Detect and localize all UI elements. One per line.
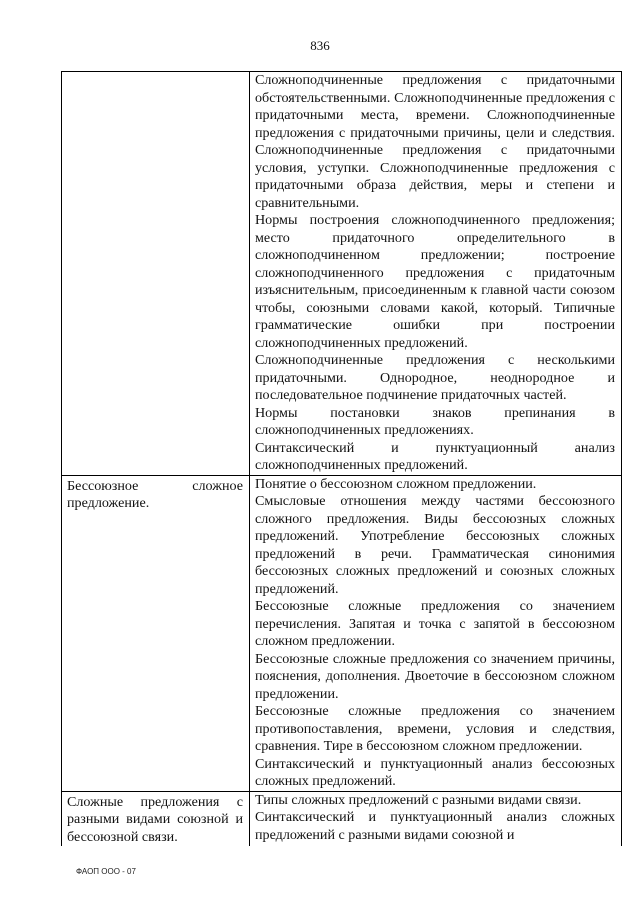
content-paragraph: Бессоюзные сложные предложения со значением противопоставления, времени, условия и следствия, сравнения. Тире в бессоюзном сложном предложении. [255, 703, 615, 754]
topic-title [67, 72, 243, 74]
content-paragraph: Смысловые отношения между частями бессоюзного сложного предложения. Виды бессоюзных сложных предложений. Употребление бессоюзных сложных предложений в речи. Грамматическая синонимия бессоюзных сложных предложений и союзных сложных предложений. [255, 493, 615, 597]
content-paragraph: Синтаксический и пунктуационный анализ бессоюзных сложных предложений. [255, 755, 615, 789]
topic-cell [62, 475, 250, 791]
curriculum-table [61, 71, 622, 846]
content-paragraph: Типы сложных предложений с разными видами связи. [255, 791, 582, 808]
topic-title: Бессоюзное сложное предложение. [67, 477, 243, 511]
topic-title: Сложные предложения с разными видами союзной и бессоюзной связи. [67, 793, 243, 845]
table-row [62, 791, 622, 846]
page-number: 836 [310, 38, 330, 53]
table-row [62, 475, 622, 791]
footer-code: ФАОП ООО - 07 [76, 867, 136, 876]
topic-cell [62, 72, 250, 476]
content-cell [250, 475, 622, 791]
table-row [62, 72, 622, 476]
content-cell [250, 791, 622, 846]
content-paragraph: Понятие о бессоюзном сложном предложении. [255, 475, 537, 492]
content-paragraph: Бессоюзные сложные предложения со значением причины, пояснения, дополнения. Двоеточие в бессоюзном сложном предложении. [255, 650, 615, 702]
content-cell [250, 72, 622, 476]
content-paragraph: Синтаксический и пунктуационный анализ сложноподчиненных предложений. [255, 439, 615, 473]
topic-cell [62, 791, 250, 846]
content-paragraph: Бессоюзные сложные предложения со значением перечисления. Запятая и точка с запятой в бессоюзном сложном предложении. [255, 598, 615, 649]
content-paragraph: Сложноподчиненные предложения с несколькими придаточными. Однородное, неоднородное и последовательное подчинение придаточных частей. [255, 352, 615, 403]
content-paragraph: Сложноподчиненные предложения с придаточными обстоятельственными. Сложноподчиненные предложения с придаточными места, времени. Сложноподчиненные предложения с придаточными причины, цели и следствия. Сложноподчиненные предложения с придаточными условия, уступки. Сложноподчиненные предложения с придаточными образа действия, меры и степени и сравнительными. [255, 72, 615, 211]
content-paragraph: Синтаксический и пунктуационный анализ сложных предложений с разными видами союзной и [255, 809, 615, 843]
content-paragraph: Нормы построения сложноподчиненного предложения; место придаточного определительного в сложноподчиненном предложении; построение сложноподчиненного предложения с придаточным изъяснительным, присоединенным к главной части союзом чтобы, союзными словами какой, который. Типичные грамматические ошибки при построении сложноподчиненных предложений. [255, 212, 615, 351]
content-paragraph: Нормы постановки знаков препинания в сложноподчиненных предложениях. [255, 404, 615, 438]
